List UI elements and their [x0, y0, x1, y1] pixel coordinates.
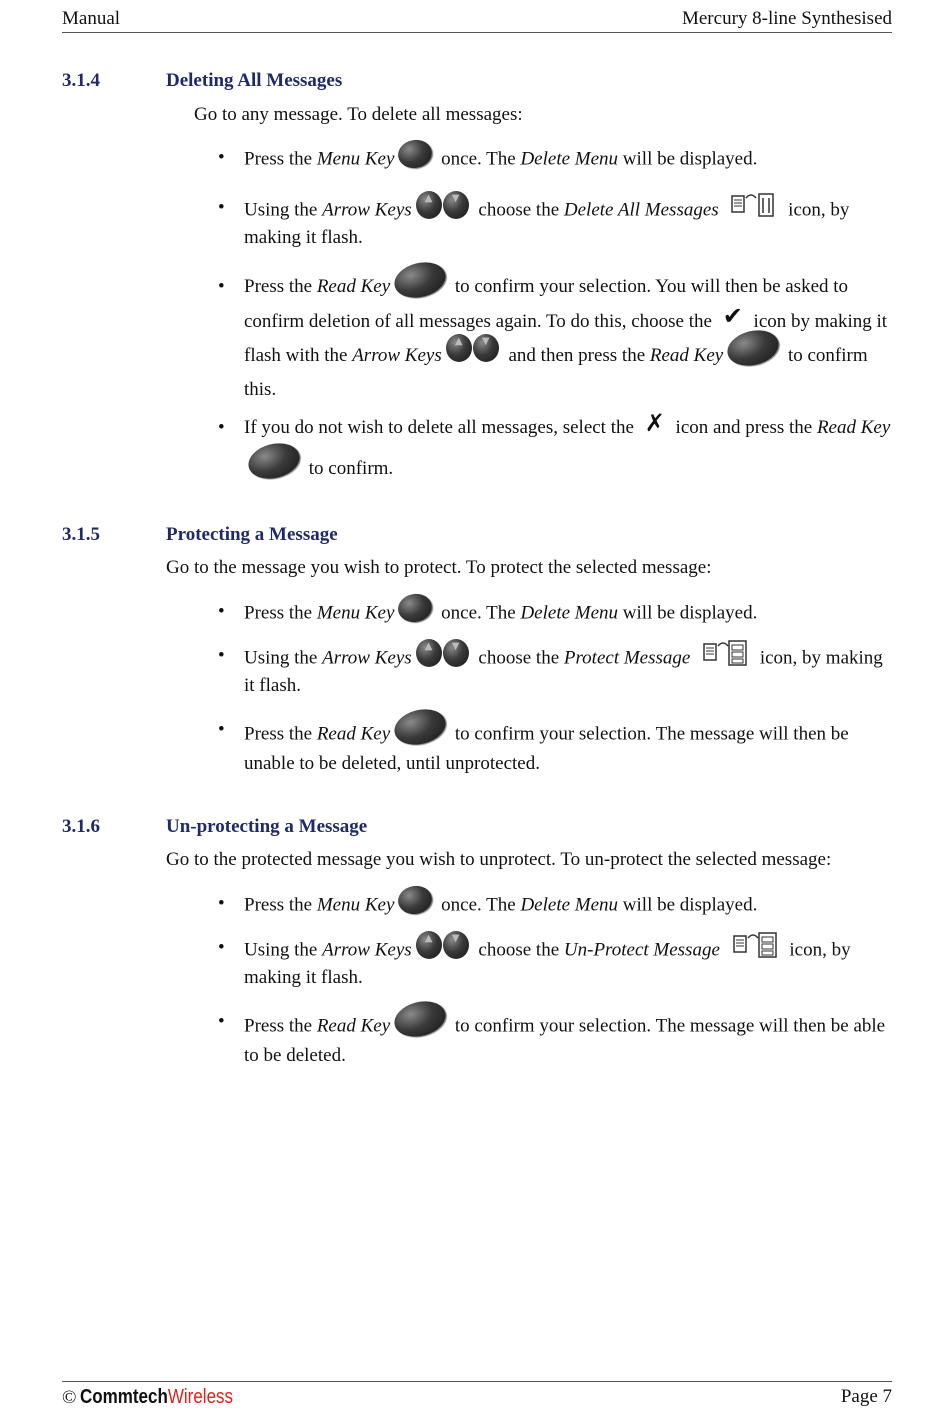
- section-title: Protecting a Message: [166, 524, 338, 545]
- section-number: 3.1.4: [62, 70, 100, 91]
- text: to confirm your selection. The message will then be unable to be deleted, until unprotected.: [244, 723, 849, 774]
- bullet-item: [244, 933, 894, 990]
- text: icon, by making it flash.: [244, 939, 851, 988]
- arrow-keys-label: Arrow Keys: [322, 939, 412, 961]
- delete-menu-label: Delete Menu: [520, 602, 619, 624]
- cross-icon: ✗: [644, 408, 665, 437]
- read-key-label: Read Key: [816, 417, 891, 438]
- text: Press the: [244, 1015, 317, 1037]
- arrow-keys-icon: ▲ ▼: [446, 334, 500, 367]
- checkmark-icon: ✔: [722, 301, 743, 330]
- text: Using the: [244, 647, 323, 669]
- arrow-keys-icon: ▲ ▼: [416, 931, 470, 959]
- header-left: Manual: [62, 8, 121, 29]
- text: will be displayed.: [618, 602, 758, 624]
- menu-key-icon: [396, 883, 434, 916]
- text: once. The: [436, 148, 521, 170]
- text: If you do not wish to delete all messages, select the: [244, 417, 639, 438]
- arrow-keys-label: Arrow Keys: [322, 199, 412, 221]
- menu-key-label: Menu Key: [316, 894, 395, 916]
- text: once. The: [436, 602, 521, 624]
- unprotect-message-label: Un-Protect Message: [563, 939, 720, 961]
- text: Using the: [244, 939, 323, 961]
- read-key-label: Read Key: [316, 723, 391, 745]
- menu-key-label: Menu Key: [316, 148, 395, 170]
- read-key-icon: [245, 438, 304, 484]
- copyright-symbol: ©: [62, 1387, 77, 1408]
- text: and then press the: [503, 344, 650, 366]
- text: will be displayed.: [618, 148, 758, 170]
- section-title: Un-protecting a Message: [166, 816, 368, 837]
- bullet-item: [244, 600, 894, 628]
- read-key-label: Read Key: [649, 344, 724, 366]
- menu-key-label: Menu Key: [316, 602, 395, 624]
- section-number: 3.1.5: [62, 524, 100, 545]
- text: choose the: [473, 199, 564, 221]
- read-key-icon: [391, 257, 450, 303]
- text: once. The: [436, 894, 521, 916]
- text: icon, by making it flash.: [244, 199, 850, 248]
- section-title: Deleting All Messages: [166, 70, 343, 91]
- text: Using the: [244, 199, 323, 221]
- delete-menu-label: Delete Menu: [520, 894, 619, 916]
- protect-message-icon: [701, 638, 749, 668]
- page-header: [62, 6, 892, 33]
- read-key-label: Read Key: [316, 276, 391, 297]
- text: will be displayed.: [618, 894, 758, 916]
- arrow-keys-icon: ▲ ▼: [416, 639, 470, 667]
- delete-all-messages-icon: [729, 190, 777, 220]
- arrow-keys-label: Arrow Keys: [322, 647, 412, 669]
- brand-accent: Wireless: [168, 1386, 234, 1408]
- brand-main: Commtech: [80, 1386, 169, 1408]
- page-number: Page 7: [840, 1386, 892, 1407]
- unprotect-message-icon: [731, 930, 779, 960]
- read-key-icon: [391, 704, 450, 750]
- menu-key-icon: [396, 591, 434, 624]
- text: choose the: [473, 647, 564, 669]
- text: to confirm your selection. You will then be asked to confirm deletion of all messages again. To do this, choose the: [244, 276, 849, 332]
- menu-key-icon: [396, 137, 434, 170]
- bullet-item: [244, 193, 894, 250]
- text: Press the: [244, 723, 317, 745]
- text: to confirm.: [304, 457, 394, 479]
- arrow-keys-label: Arrow Keys: [352, 344, 442, 366]
- header-right: Mercury 8-line Synthesised: [681, 8, 892, 29]
- text: Press the: [244, 276, 317, 297]
- brand-logo: [80, 1386, 233, 1409]
- text: icon by making it flash with the: [244, 310, 888, 366]
- section-intro: Go to the message you wish to protect. To protect the selected message:: [166, 557, 712, 578]
- section-intro: Go to the protected message you wish to unprotect. To un-protect the selected message:: [166, 849, 832, 870]
- text: to confirm this.: [244, 344, 868, 401]
- delete-menu-label: Delete Menu: [520, 148, 619, 170]
- delete-all-label: Delete All Messages: [563, 199, 719, 221]
- bullet-item: [244, 1010, 894, 1068]
- section-number: 3.1.6: [62, 816, 100, 837]
- page-footer: [62, 1381, 892, 1412]
- bullet-item: [244, 892, 894, 920]
- protect-message-label: Protect Message: [563, 647, 691, 669]
- bullet-item: [244, 270, 894, 406]
- text: choose the: [473, 939, 564, 961]
- bullet-item: [244, 146, 894, 174]
- text: Press the: [244, 148, 317, 170]
- read-key-label: Read Key: [316, 1015, 391, 1037]
- text: to confirm your selection. The message will then be able to be deleted.: [244, 1015, 886, 1066]
- read-key-icon: [391, 996, 450, 1042]
- arrow-keys-icon: ▲ ▼: [416, 191, 470, 219]
- text: Press the: [244, 894, 317, 916]
- bullet-item: [244, 641, 894, 698]
- text: icon and press the: [670, 417, 817, 438]
- text: Press the: [244, 602, 317, 624]
- text: icon, by making it flash.: [244, 647, 883, 696]
- copyright: [62, 1386, 260, 1409]
- bullet-item: [244, 718, 894, 776]
- section-intro: Go to any message. To delete all messages:: [194, 104, 523, 125]
- bullet-item: [244, 408, 894, 489]
